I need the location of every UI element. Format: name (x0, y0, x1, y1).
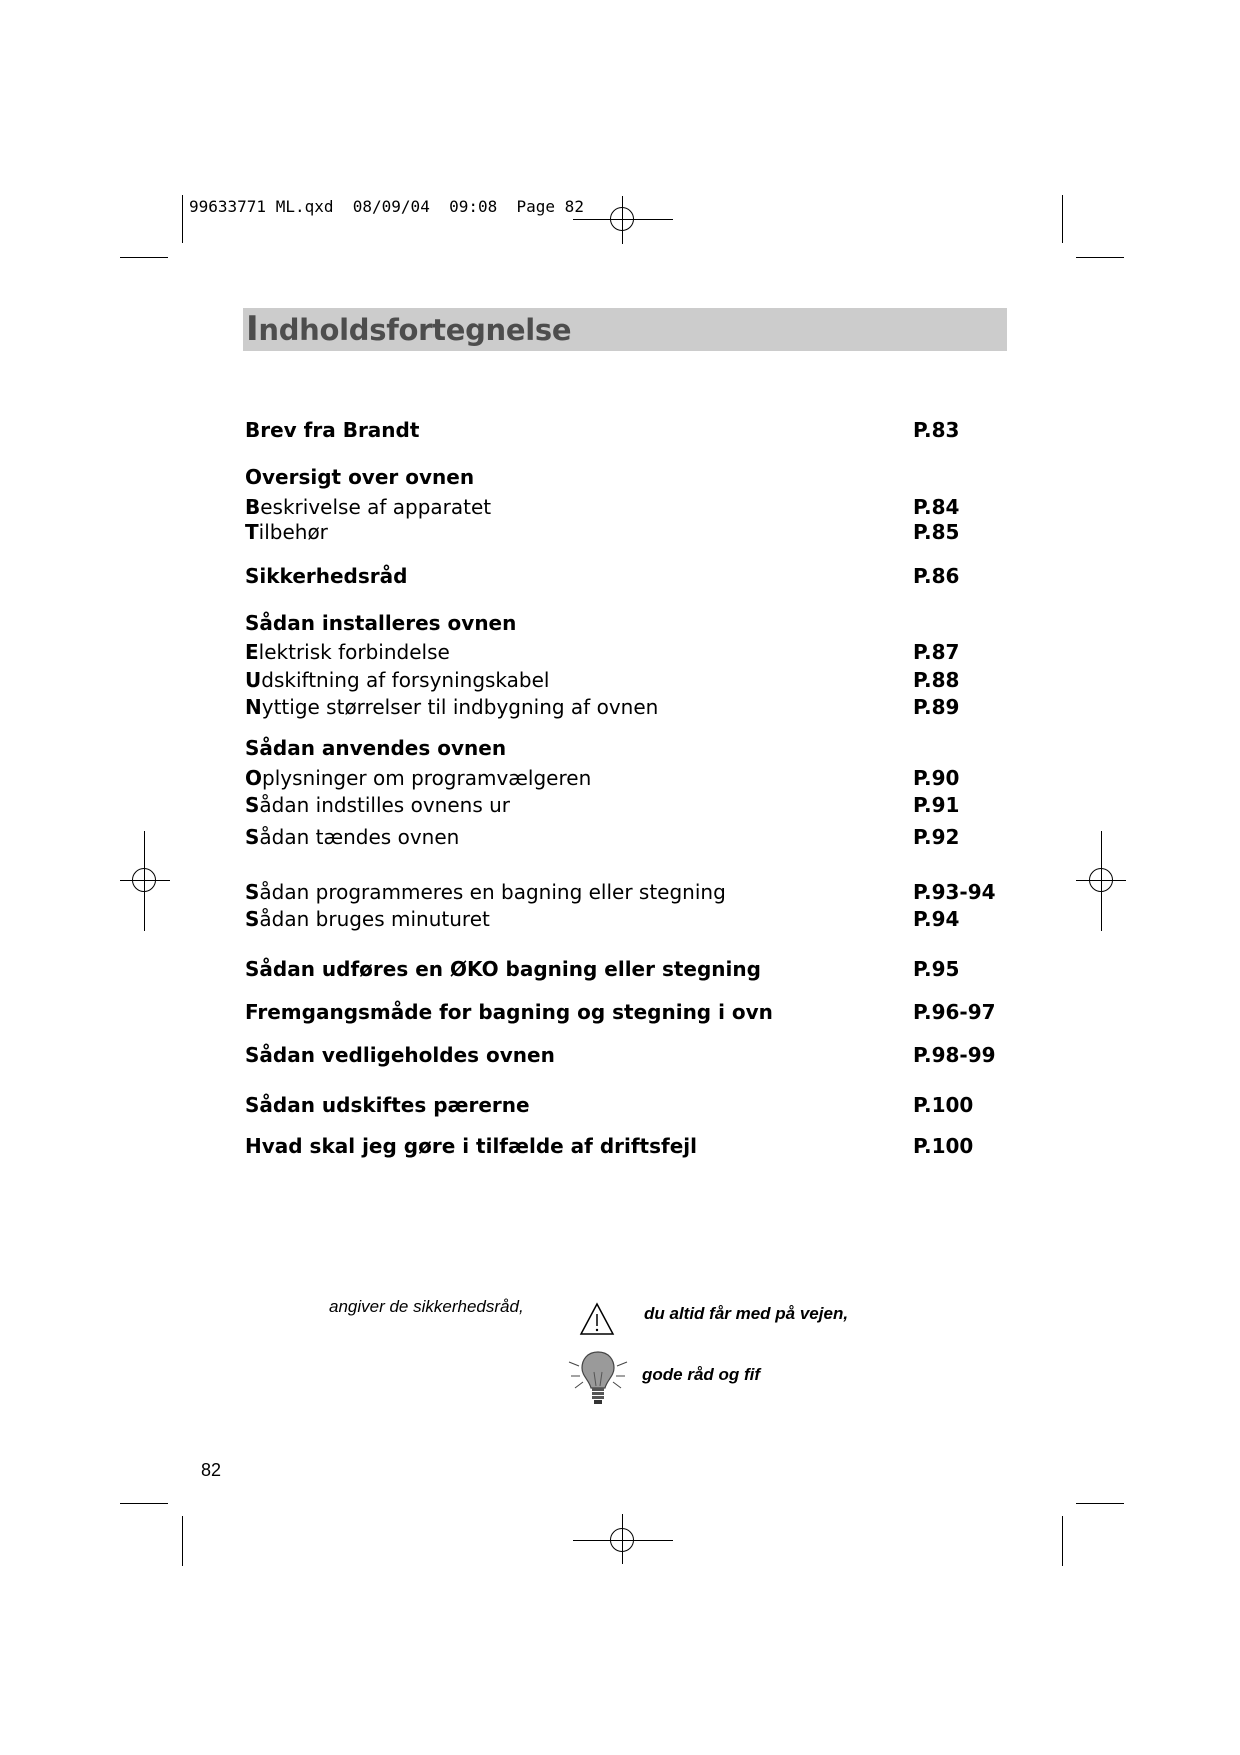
toc-page: P.87 (913, 640, 960, 664)
toc-heading: Oversigt over ovnen (245, 465, 475, 489)
toc-row (0, 1000, 1240, 1024)
toc-page: P.90 (913, 766, 960, 790)
crop-mark (182, 1516, 183, 1566)
toc-entry: Sådan bruges minuturet (245, 907, 490, 931)
crop-mark (120, 257, 168, 258)
toc-heading: Brev fra Brandt (245, 418, 420, 442)
legend-safety-left: angiver de sikkerhedsråd, (329, 1297, 524, 1316)
toc-row (0, 1134, 1240, 1158)
toc-page: P.100 (913, 1093, 974, 1117)
toc-row (0, 495, 1240, 519)
print-slug: 99633771 ML.qxd 08/09/04 09:08 Page 82 (189, 197, 584, 216)
toc-row (0, 907, 1240, 931)
crop-mark (1062, 1516, 1063, 1566)
toc-heading: Sikkerhedsråd (245, 564, 408, 588)
warning-triangle-icon (579, 1302, 615, 1336)
toc-page: P.84 (913, 495, 960, 519)
toc-row (0, 668, 1240, 692)
toc-row (0, 736, 1240, 760)
toc-page: P.89 (913, 695, 960, 719)
light-bulb-icon (567, 1348, 629, 1408)
toc-entry: Beskrivelse af apparatet (245, 495, 492, 519)
toc-entry: Elektrisk forbindelse (245, 640, 450, 664)
toc-page: P.94 (913, 907, 960, 931)
toc-row (0, 695, 1240, 719)
toc-page: P.83 (913, 418, 960, 442)
toc-row (0, 1043, 1240, 1067)
toc-heading: Sådan vedligeholdes ovnen (245, 1043, 555, 1067)
toc-row (0, 564, 1240, 588)
toc-heading: Sådan udskiftes pærerne (245, 1093, 530, 1117)
crop-mark (1062, 195, 1063, 243)
toc-row (0, 465, 1240, 489)
crop-mark (1076, 257, 1124, 258)
page-title: Indholdsfortegnelse (246, 309, 572, 349)
toc-page: P.91 (913, 793, 960, 817)
toc-page: P.95 (913, 957, 960, 981)
crop-mark (182, 195, 183, 243)
toc-row (0, 880, 1240, 904)
crop-mark (120, 1503, 168, 1504)
toc-row (0, 1093, 1240, 1117)
toc-row (0, 418, 1240, 442)
crop-mark (1076, 1503, 1124, 1504)
toc-page: P.85 (913, 520, 960, 544)
toc-entry: Oplysninger om programvælgeren (245, 766, 592, 790)
toc-row (0, 793, 1240, 817)
registration-circle (610, 207, 634, 231)
toc-page: P.92 (913, 825, 960, 849)
toc-entry: Udskiftning af forsyningskabel (245, 668, 550, 692)
toc-page: P.100 (913, 1134, 974, 1158)
legend-tips: gode råd og fif (642, 1365, 761, 1384)
toc-heading: Sådan anvendes ovnen (245, 736, 507, 760)
toc-heading: Sådan udføres en ØKO bagning eller stegning (245, 957, 761, 981)
toc-row (0, 957, 1240, 981)
page-number: 82 (201, 1460, 222, 1480)
toc-entry: Sådan indstilles ovnens ur (245, 793, 510, 817)
registration-circle (610, 1528, 634, 1552)
legend-safety-right: du altid får med på vejen, (644, 1304, 849, 1323)
toc-page: P.96-97 (913, 1000, 996, 1024)
toc-page: P.88 (913, 668, 960, 692)
toc-page: P.98-99 (913, 1043, 996, 1067)
toc-row (0, 766, 1240, 790)
toc-heading: Sådan installeres ovnen (245, 611, 517, 635)
toc-heading: Hvad skal jeg gøre i tilfælde af driftsfejl (245, 1134, 698, 1158)
toc-page: P.86 (913, 564, 960, 588)
toc-row (0, 520, 1240, 544)
toc-entry: Sådan programmeres en bagning eller stegning (245, 880, 726, 904)
toc-row (0, 611, 1240, 635)
toc-entry: Nyttige størrelser til indbygning af ovnen (245, 695, 659, 719)
toc-entry: Tilbehør (245, 520, 328, 544)
toc-entry: Sådan tændes ovnen (245, 825, 460, 849)
toc-row (0, 640, 1240, 664)
toc-row (0, 825, 1240, 849)
toc-heading: Fremgangsmåde for bagning og stegning i ovn (245, 1000, 773, 1024)
toc-page: P.93-94 (913, 880, 996, 904)
